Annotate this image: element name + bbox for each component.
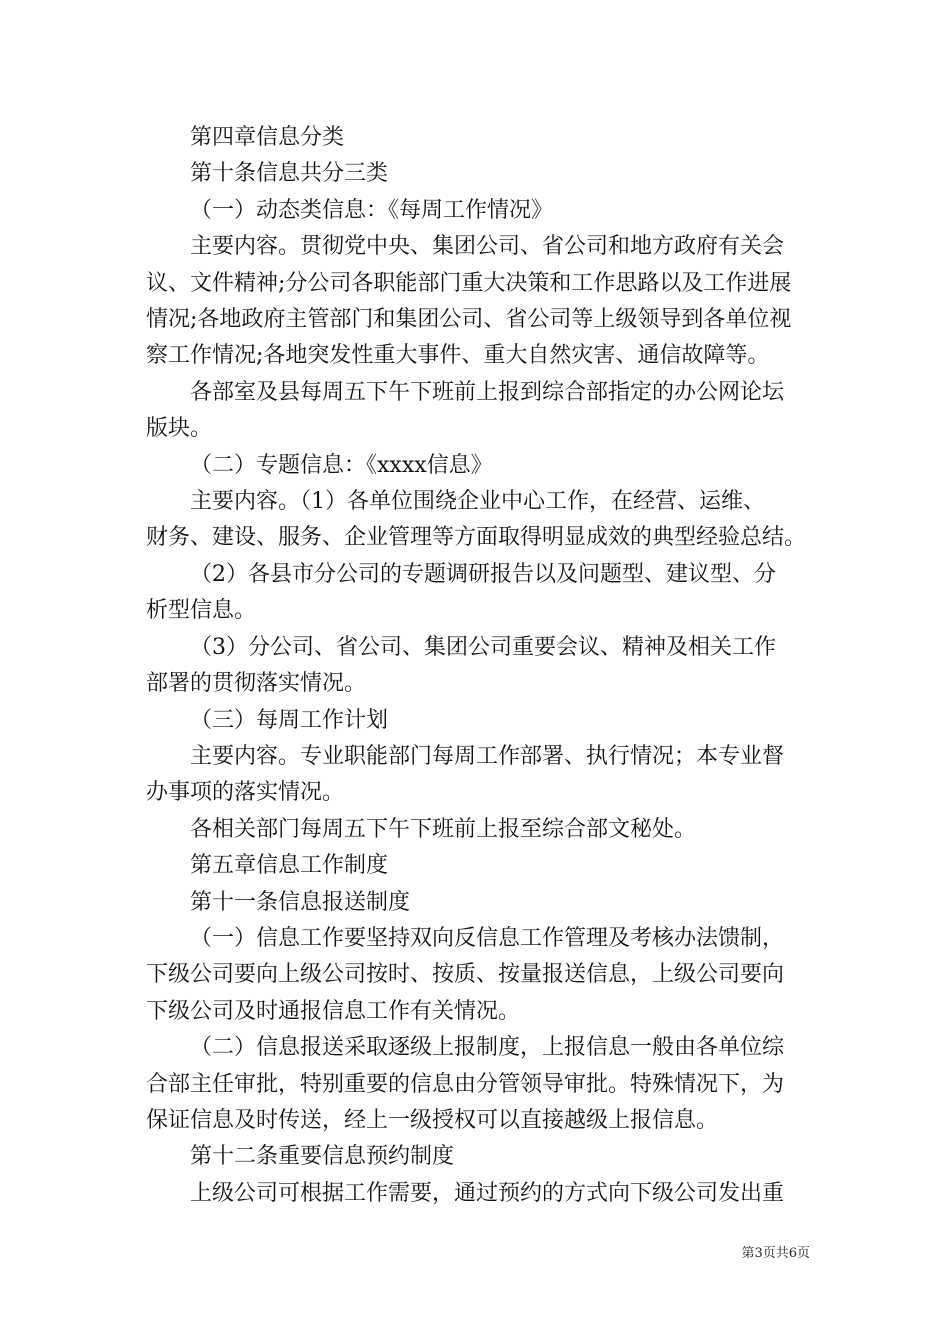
body-paragraph: [146, 921, 806, 1030]
text-line: （二）信息报送采取逐级上报制度，上报信息一般由各单位综: [190, 1035, 785, 1061]
body-paragraph: [146, 812, 806, 848]
section-heading: [146, 193, 806, 229]
text-line: 下级公司及时通报信息工作有关情况。: [146, 998, 521, 1024]
text-line: 办事项的落实情况。: [146, 780, 345, 806]
text-line: 主要内容。（1）各单位围绕企业中心工作，在经营、运维、: [190, 489, 765, 515]
chapter-heading: [146, 120, 806, 156]
article-heading: [146, 1139, 806, 1175]
article-heading: [146, 885, 806, 921]
text-line: 第十条信息共分三类: [190, 161, 389, 187]
text-line: 第五章信息工作制度: [190, 853, 389, 879]
chapter-heading: [146, 848, 806, 884]
text-line: （2）各县市分公司的专题调研报告以及问题型、建议型、分: [190, 561, 776, 587]
text-line: 第四章信息分类: [190, 125, 345, 150]
text-line: （3）分公司、省公司、集团公司重要会议、精神及相关工作: [190, 634, 776, 660]
text-line: （一）信息工作要坚持双向反信息工作管理及考核办法馈制，: [190, 925, 785, 951]
text-line: 主要内容。专业职能部门每周工作部署、执行情况；本专业督: [190, 743, 785, 769]
body-paragraph: [146, 630, 806, 703]
body-paragraph: [146, 229, 806, 375]
body-paragraph: [146, 484, 806, 557]
text-line: （一）动态类信息：《每周工作情况》: [190, 197, 554, 223]
body-paragraph: [146, 739, 806, 812]
text-line: 上级公司可根据工作需要，通过预约的方式向下级公司发出重: [190, 1180, 785, 1206]
page-number: 第3页共6页: [741, 1246, 810, 1261]
text-line: 合部主任审批，特别重要的信息由分管领导审批。特殊情况下，为: [146, 1071, 785, 1097]
text-line: 各部室及县每周五下午下班前上报到综合部指定的办公网论坛: [190, 379, 785, 405]
text-line: 部署的贯彻落实情况。: [146, 671, 367, 697]
body-paragraph: [146, 375, 806, 448]
text-line: 议、文件精神;分公司各职能部门重大决策和工作思路以及工作进展: [146, 270, 792, 296]
text-line: 各相关部门每周五下午下班前上报至综合部文秘处。: [190, 816, 697, 842]
text-line: 第十二条重要信息预约制度: [190, 1144, 455, 1170]
text-line: 保证信息及时传送，经上一级授权可以直接越级上报信息。: [146, 1107, 719, 1133]
text-line: 版块。: [146, 416, 213, 442]
text-line: 财务、建设、服务、企业管理等方面取得明显成效的典型经验总结。: [146, 525, 807, 551]
text-line: 析型信息。: [146, 598, 257, 624]
body-paragraph: [146, 1030, 806, 1139]
section-heading: [146, 703, 806, 739]
document-body: [146, 120, 806, 1212]
body-paragraph: [146, 1176, 806, 1212]
text-line: 情况;各地政府主管部门和集团公司、省公司等上级领导到各单位视: [146, 307, 792, 333]
article-heading: [146, 156, 806, 192]
text-line: 主要内容。贯彻党中央、集团公司、省公司和地方政府有关会: [190, 234, 785, 260]
text-line: 下级公司要向上级公司按时、按质、按量报送信息，上级公司要向: [146, 962, 785, 988]
text-line: （三）每周工作计划: [190, 707, 389, 733]
text-line: 第十一条信息报送制度: [190, 889, 411, 915]
section-heading: [146, 448, 806, 484]
text-line: 察工作情况;各地突发性重大事件、重大自然灾害、通信故障等。: [146, 343, 770, 369]
body-paragraph: [146, 557, 806, 630]
text-line: （二）专题信息：《xxxx信息》: [190, 452, 493, 478]
